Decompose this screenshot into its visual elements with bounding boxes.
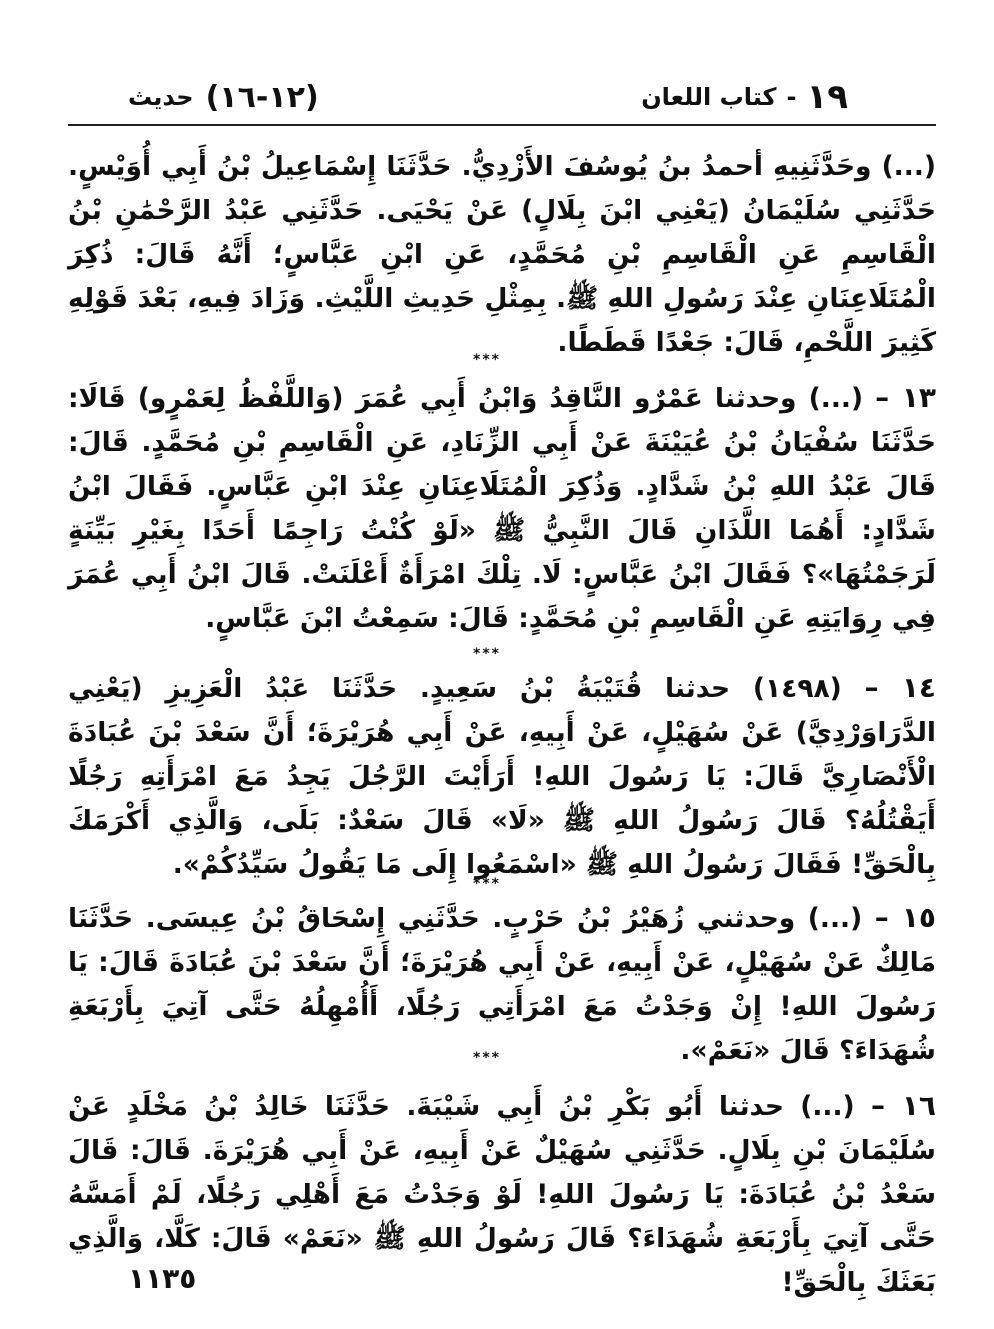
- hadith-text: (١٤٩٨) حدثنا قُتَيْبَةُ بْنُ سَعِيدٍ. حَدَّثَنَا عَبْدُ الْعَزِيزِ (يَعْنِي الدَّرَاوَرْدِيَّ) عَنْ سُهَيْلٍ، عَنْ أَبِيهِ، عَنْ أَبِي هُرَيْرَةَ؛ أَنَّ سَعْدَ بْنَ عُبَادَةَ الْأَنْصَارِيَّ قَالَ: يَا رَسُولَ اللهِ! أَرَأَيْتَ الرَّجُلَ يَجِدُ مَعَ امْرَأَتِهِ رَجُلًا أَيَقْتُلُهُ؟ قَالَ رَسُولُ اللهِ ﷺ «لَا» قَالَ سَعْدٌ: بَلَى، وَالَّذِي أَكْرَمَكَ بِالْحَقِّ! فَقَالَ رَسُولُ اللهِ ﷺ «اسْمَعُوا إِلَى مَا يَقُولُ سَيِّدُكُمْ».: [68, 673, 936, 880]
- hadith-text: (...) وحدثنا عَمْرٌو النَّاقِدُ وَابْنُ أَبِي عُمَرَ (وَاللَّفْظُ لِعَمْرٍو) قَالَا: حَدَّثَنَا سُفْيَانُ بْنُ عُيَيْنَةَ عَنْ أَبِي الزِّنَادِ، عَنِ الْقَاسِمِ بْنِ مُحَمَّدٍ. قَالَ: قَالَ عَبْدُ اللهِ بْنُ شَدَّادٍ. وَذُكِرَ الْمُتَلَاعِنَانِ عِنْدَ ابْنِ عَبَّاسٍ. فَقَالَ ابْنُ شَدَّادٍ: أَهُمَا اللَّذَانِ قَالَ النَّبِيُّ ﷺ «لَوْ كُنْتُ رَاجِمًا أَحَدًا بِغَيْرِ بَيِّنَةٍ لَرَجَمْتُهَا»؟ فَقَالَ ابْنُ عَبَّاسٍ: لَا. تِلْكَ امْرَأَةٌ أَعْلَنَتْ. قَالَ ابْنُ أَبِي عُمَرَ فِي رِوَايَتِهِ عَنِ الْقَاسِمِ بْنِ مُحَمَّدٍ: قَالَ: سَمِعْتُ ابْنَ عَبَّاسٍ.: [68, 383, 936, 634]
- chapter-number: ١٩: [806, 77, 848, 117]
- hadith-text: (...) وحَدَّثَنِيهِ أحمدُ بنُ يُوسُفَ الأَزْدِيُّ. حَدَّثَنَا إِسْمَاعِيلُ بْنُ أَبِي أُوَيْسٍ. حَدَّثَنِي سُلَيْمَانُ (يَعْنِي ابْنَ بِلَالٍ) عَنْ يَحْيَى. حَدَّثَنِي عَبْدُ الرَّحْمَٰنِ بْنُ الْقَاسِمِ عَنِ الْقَاسِمِ بْنِ مُحَمَّدٍ، عَنِ ابْنِ عَبَّاسٍ؛ أَنَّهُ قَالَ: ذُكِرَ الْمُتَلَاعِنَانِ عِنْدَ رَسُولِ اللهِ ﷺ. بِمِثْلِ حَدِيثِ اللَّيْثِ. وَزَادَ فِيهِ، بَعْدَ قَوْلِهِ كَثِيرَ اللَّحْمِ، قَالَ: جَعْدًا قَطَطًا.: [68, 151, 936, 358]
- hadith-number: ١٤ –: [864, 671, 936, 704]
- hadith-paragraph: [68, 376, 936, 641]
- page-number: ١١٣٥: [128, 1262, 197, 1295]
- chapter-title: كتاب اللعان: [641, 83, 777, 111]
- hadith-paragraph: [68, 666, 936, 887]
- hadith-paragraph: [68, 144, 936, 365]
- hadith-range-heading: [128, 80, 319, 115]
- chapter-dash: -: [786, 83, 797, 111]
- section-separator: ***: [473, 1050, 501, 1066]
- hadith-text: (...) وحدثني زُهَيْرُ بْنُ حَرْبٍ. حَدَّثَنِي إِسْحَاقُ بْنُ عِيسَى. حَدَّثَنَا مَالِكٌ عَنْ سُهَيْلٍ، عَنْ أَبِيهِ، عَنْ أَبِي هُرَيْرَةَ؛ أَنَّ سَعْدَ بْنَ عُبَادَةَ قَالَ: يَا رَسُولَ اللهِ! إِنْ وَجَدْتُ مَعَ امْرَأَتِي رَجُلًا، أَأُمْهِلُهُ حَتَّى آتِيَ بِأَرْبَعَةِ شُهَدَاءَ؟ قَالَ «نَعَمْ».: [68, 903, 936, 1066]
- section-separator: ***: [473, 352, 501, 368]
- hadith-number: ١٦ –: [870, 1089, 936, 1122]
- hadith-number: ١٥ –: [874, 901, 936, 934]
- hadith-text: (...) حدثنا أَبُو بَكْرِ بْنُ أَبِي شَيْبَةَ. حَدَّثَنَا خَالِدُ بْنُ مَخْلَدٍ عَنْ سُلَيْمَانَ بْنِ بِلَالٍ. حَدَّثَنِي سُهَيْلٌ عَنْ أَبِيهِ، عَنْ أَبِي هُرَيْرَةَ. قَالَ: قَالَ سَعْدُ بْنُ عُبَادَةَ: يَا رَسُولَ اللهِ! لَوْ وَجَدْتُ مَعَ أَهْلِي رَجُلًا، لَمْ أَمَسَّهُ حَتَّى آتِيَ بِأَرْبَعَةِ شُهَدَاءَ؟ قَالَ رَسُولُ اللهِ ﷺ «نَعَمْ» قَالَ: كَلَّا، وَالَّذِي بَعَثَكَ بِالْحَقِّ!: [68, 1091, 936, 1298]
- section-separator: ***: [473, 646, 501, 662]
- chapter-heading: [641, 77, 848, 117]
- hadith-number: ١٣ –: [875, 381, 936, 414]
- header-rule: [68, 124, 936, 126]
- section-separator: ***: [473, 876, 501, 892]
- running-header: [128, 74, 848, 120]
- hadith-paragraph: [68, 896, 936, 1073]
- hadith-range: (١٢-١٦): [205, 79, 319, 115]
- hadith-label: حديث: [128, 83, 194, 111]
